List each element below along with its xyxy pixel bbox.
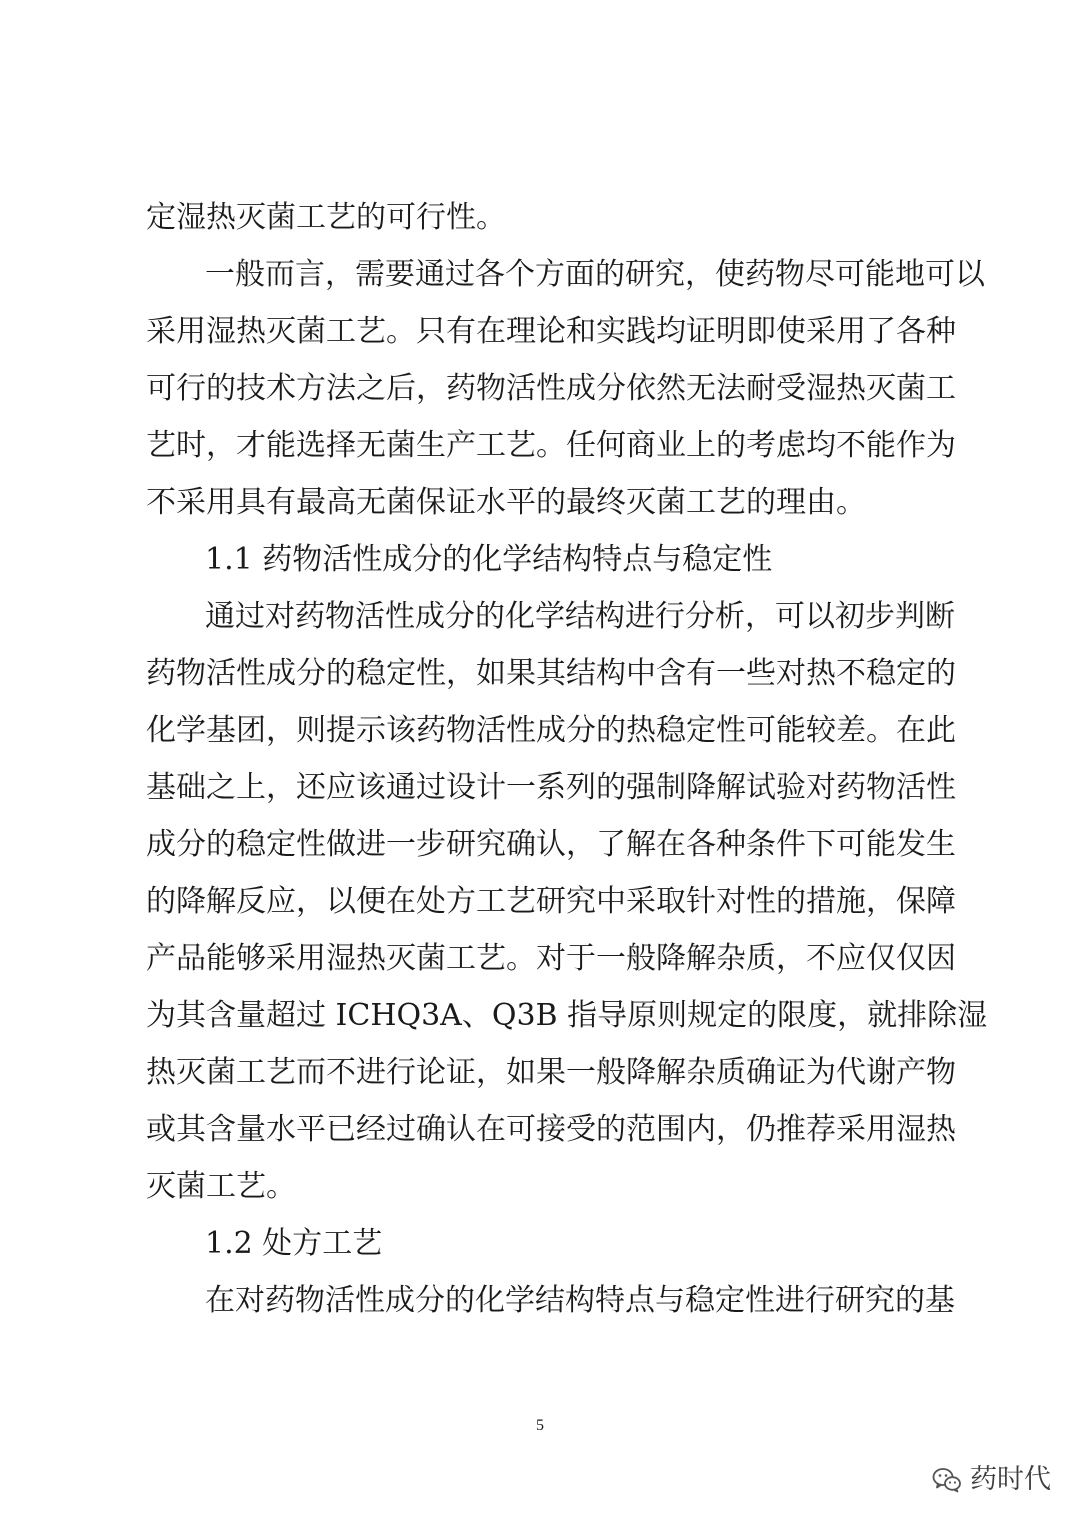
paragraph-first-line: 一般而言，需要通过各个方面的研究，使药物尽可能地可以 <box>205 257 985 292</box>
text-line: 艺时，才能选择无菌生产工艺。任何商业上的考虑均不能作为 <box>146 428 956 463</box>
text-line: 定湿热灭菌工艺的可行性。 <box>146 200 506 235</box>
text-line: 的降解反应，以便在处方工艺研究中采取针对性的措施，保障 <box>146 884 956 919</box>
text-line: 为其含量超过 ICHQ3A、Q3B 指导原则规定的限度，就排除湿 <box>146 998 988 1033</box>
text-line: 成分的稳定性做进一步研究确认，了解在各种条件下可能发生 <box>146 827 956 862</box>
paragraph-first-line: 通过对药物活性成分的化学结构进行分析，可以初步判断 <box>205 599 955 634</box>
text-line: 药物活性成分的稳定性，如果其结构中含有一些对热不稳定的 <box>146 656 956 691</box>
text-line: 热灭菌工艺而不进行论证，如果一般降解杂质确证为代谢产物 <box>146 1055 956 1090</box>
text-line: 灭菌工艺。 <box>146 1169 296 1204</box>
section-heading: 1.2 处方工艺 <box>205 1226 383 1261</box>
text-line: 采用湿热灭菌工艺。只有在理论和实践均证明即使采用了各种 <box>146 314 956 349</box>
text-line: 可行的技术方法之后，药物活性成分依然无法耐受湿热灭菌工 <box>146 371 956 406</box>
section-heading: 1.1 药物活性成分的化学结构特点与稳定性 <box>205 542 773 577</box>
text-line: 或其含量水平已经过确认在可接受的范围内，仍推荐采用湿热 <box>146 1112 956 1147</box>
text-line: 不采用具有最高无菌保证水平的最终灭菌工艺的理由。 <box>146 485 866 520</box>
paragraph-first-line: 在对药物活性成分的化学结构特点与稳定性进行研究的基 <box>205 1283 955 1318</box>
wechat-icon <box>932 1466 962 1494</box>
text-line: 化学基团，则提示该药物活性成分的热稳定性可能较差。在此 <box>146 713 956 748</box>
text-line: 产品能够采用湿热灭菌工艺。对于一般降解杂质，不应仅仅因 <box>146 941 956 976</box>
page-number: 5 <box>536 1417 544 1434</box>
watermark-text: 药时代 <box>970 1464 1051 1495</box>
text-line: 基础之上，还应该通过设计一系列的强制降解试验对药物活性 <box>146 770 956 805</box>
watermark <box>932 1460 1051 1500</box>
